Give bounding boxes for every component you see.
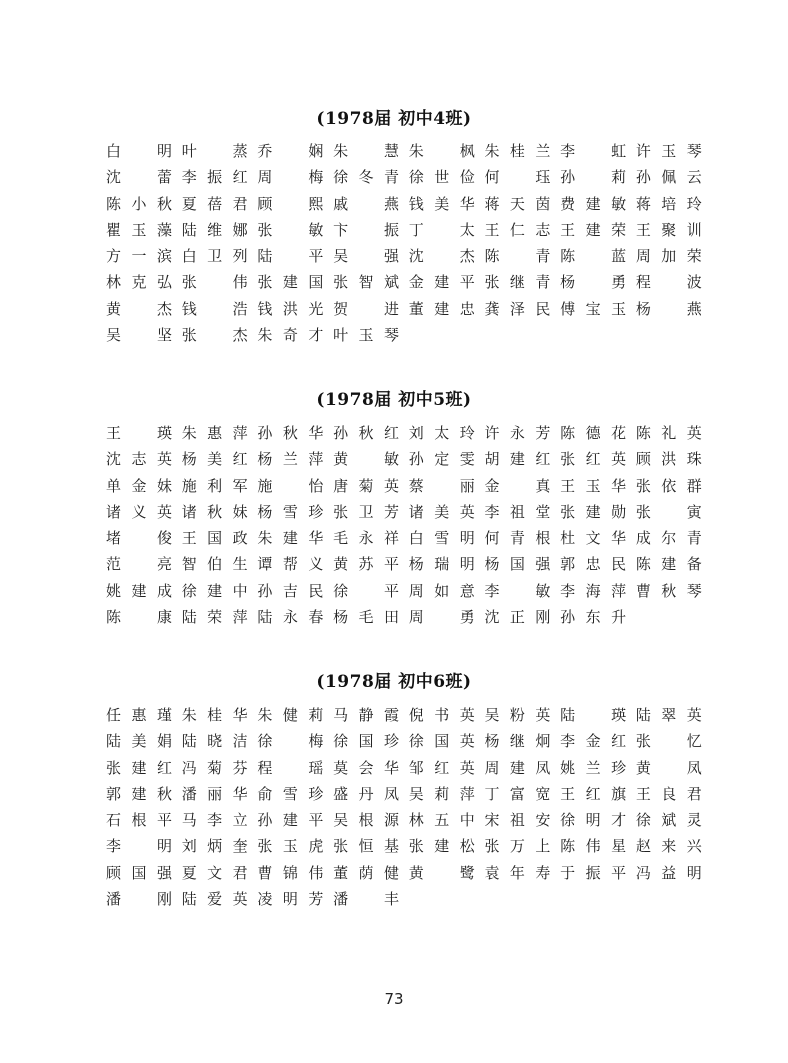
student-name: 陆永春 (257, 608, 324, 627)
student-name: 夏蓓君 (181, 194, 248, 213)
student-name: 冯菊芬 (181, 758, 248, 777)
student-name: 范 亮 (106, 555, 172, 574)
student-name: 方一滨 (106, 247, 172, 266)
student-name: 张建勋 (560, 502, 627, 521)
student-name: 程 瑶 (257, 758, 324, 777)
student-name: 瞿玉藻 (106, 220, 172, 239)
student-name: 孙东升 (560, 608, 627, 627)
student-name: 龚泽民 (484, 299, 551, 318)
student-name: 陆晓洁 (181, 732, 248, 751)
name-grid (106, 702, 712, 912)
student-name: 李祖堂 (484, 502, 551, 521)
student-name: 陈建备 (635, 555, 702, 574)
student-name: 周 梅 (257, 168, 324, 187)
page-number: 73 (384, 990, 404, 1008)
student-name: 白 明 (106, 142, 172, 160)
student-name: 叶 蒸 (181, 142, 248, 160)
student-name: 陈 青 (484, 247, 551, 266)
student-name: 唐菊英 (333, 476, 400, 495)
student-name: 乔 娴 (257, 142, 324, 160)
student-name: 倪书英 (408, 706, 475, 724)
student-name: 王聚训 (635, 220, 702, 239)
student-name: 杨美红 (181, 450, 248, 469)
student-name: 林克弘 (106, 273, 172, 292)
student-name: 陆 瑛 (560, 706, 627, 724)
student-name: 陆爱英 (181, 890, 248, 909)
student-name: 李 明 (106, 837, 172, 856)
student-name: 顾国强 (106, 863, 172, 882)
student-name: 董荫健 (333, 863, 400, 882)
student-name: 石根平 (106, 811, 172, 830)
student-name: 孙佩云 (635, 168, 702, 187)
student-name: 堵 俊 (106, 529, 172, 548)
student-name: 朱 慧 (333, 142, 400, 160)
student-name: 宋祖安 (484, 811, 551, 830)
student-name: 许玉琴 (635, 142, 702, 160)
student-name: 黄 敏 (333, 450, 400, 469)
student-name: 王 瑛 (106, 424, 172, 442)
student-name: 夏文君 (181, 863, 248, 882)
student-name: 朱建华 (257, 529, 324, 548)
student-name: 吴 坚 (106, 326, 172, 345)
student-name: 贺 进 (333, 299, 400, 318)
student-name: 杨国强 (484, 555, 551, 574)
student-name: 徐国英 (408, 732, 475, 751)
student-name: 周如意 (408, 581, 475, 600)
student-name: 杨雪珍 (257, 502, 324, 521)
student-name: 莫会华 (333, 758, 400, 777)
student-name: 吴莉萍 (408, 784, 475, 803)
student-name: 张智斌 (333, 273, 400, 292)
student-name: 马静霞 (333, 706, 400, 724)
student-name: 陈 蓝 (560, 247, 627, 266)
student-name: 俞雪珍 (257, 784, 324, 803)
student-name: 蒋天茵 (484, 194, 551, 213)
student-name: 黄 杰 (106, 299, 172, 318)
name-grid (106, 138, 712, 348)
student-name: 张 寅 (635, 502, 702, 521)
student-name: 杨毛田 (333, 608, 400, 627)
student-name: 姚建成 (106, 581, 172, 600)
student-name: 黄 鹭 (408, 863, 475, 882)
student-name: 徐斌灵 (635, 811, 702, 830)
student-name: 陆美娟 (106, 732, 172, 751)
student-name: 孙建平 (257, 811, 324, 830)
student-name: 邹红英 (408, 758, 475, 777)
student-name: 成尔青 (635, 529, 702, 548)
student-name: 金建平 (408, 273, 475, 292)
student-name: 陆 平 (257, 247, 324, 266)
student-name: 林五中 (408, 811, 475, 830)
student-name: 王仁志 (484, 220, 551, 239)
student-name: 顾洪珠 (635, 450, 702, 469)
section-title: (1978届 初中4班) (316, 109, 472, 129)
student-name: 金 真 (484, 476, 551, 495)
student-name: 郭忠民 (560, 555, 627, 574)
student-name: 张建松 (408, 837, 475, 856)
student-name: 沈 杰 (408, 247, 475, 266)
student-name: 傅宝玉 (560, 299, 627, 318)
student-name: 张 忆 (635, 732, 702, 751)
student-name: 黄苏平 (333, 555, 400, 574)
student-name: 李海萍 (560, 581, 627, 600)
student-name: 袁年寿 (484, 863, 551, 882)
student-name: 费建敏 (560, 194, 627, 213)
student-name: 谭帮义 (257, 555, 324, 574)
student-name: 卞 振 (333, 220, 400, 239)
student-name: 周 勇 (408, 608, 475, 627)
student-name: 张万上 (484, 837, 551, 856)
student-name: 张建红 (106, 758, 172, 777)
student-name: 许永芳 (484, 424, 551, 442)
student-name: 诸秋妹 (181, 502, 248, 521)
student-name: 沈 蕾 (106, 168, 172, 187)
student-name: 于振平 (560, 863, 627, 882)
student-name: 潘 刚 (106, 890, 172, 909)
student-name: 孙吉民 (257, 581, 324, 600)
student-name: 徐世俭 (408, 168, 475, 187)
student-name: 朱桂兰 (484, 142, 551, 160)
student-name: 胡建红 (484, 450, 551, 469)
student-name: 孙 莉 (560, 168, 627, 187)
student-name: 张玉虎 (257, 837, 324, 856)
student-name: 曹秋琴 (635, 581, 702, 600)
student-name: 李 虹 (560, 142, 627, 160)
student-name: 何青根 (484, 529, 551, 548)
student-name: 程 波 (635, 273, 702, 292)
student-name: 王良君 (635, 784, 702, 803)
section-title: (1978届 初中6班) (316, 672, 472, 692)
student-name: 沈志英 (106, 450, 172, 469)
student-name: 陈伟星 (560, 837, 627, 856)
student-name: 朱桂华 (181, 706, 248, 724)
student-name: 孙秋华 (257, 424, 324, 442)
student-name: 杨兰萍 (257, 450, 324, 469)
student-name: 孙定雯 (408, 450, 475, 469)
student-name: 徐建中 (181, 581, 248, 600)
student-name: 杨瑞明 (408, 555, 475, 574)
student-name: 杜文华 (560, 529, 627, 548)
student-name: 智伯生 (181, 555, 248, 574)
student-name: 姚兰珍 (560, 758, 627, 777)
student-name: 李金红 (560, 732, 627, 751)
student-name: 潘 丰 (333, 890, 400, 909)
student-name: 吴根源 (333, 811, 400, 830)
student-name: 白卫列 (181, 247, 248, 266)
student-name: 王国政 (181, 529, 248, 548)
student-name: 张 伟 (181, 273, 248, 292)
student-name: 单金妹 (106, 476, 172, 495)
student-name: 徐 梅 (257, 732, 324, 751)
student-name: 沈正刚 (484, 608, 551, 627)
student-name: 陈德花 (560, 424, 627, 442)
student-name: 施利军 (181, 476, 248, 495)
student-name: 朱奇才 (257, 326, 324, 345)
section-title: (1978届 初中5班) (316, 390, 472, 410)
student-name: 王建荣 (560, 220, 627, 239)
student-name: 诸义英 (106, 502, 172, 521)
student-name: 马李立 (181, 811, 248, 830)
student-name: 凌明芳 (257, 890, 324, 909)
student-name: 周加荣 (635, 247, 702, 266)
student-name: 张 杰 (181, 326, 248, 345)
student-name: 丁富宽 (484, 784, 551, 803)
student-name: 钱 浩 (181, 299, 248, 318)
student-name: 李振红 (181, 168, 248, 187)
student-name: 张红英 (560, 450, 627, 469)
student-name: 诸美英 (408, 502, 475, 521)
student-name: 王红旗 (560, 784, 627, 803)
name-grid (106, 420, 712, 630)
student-name: 郭建秋 (106, 784, 172, 803)
student-name: 黄 凤 (635, 758, 702, 777)
student-name: 杨 燕 (635, 299, 702, 318)
student-name: 丁 太 (408, 220, 475, 239)
student-name: 刘炳奎 (181, 837, 248, 856)
student-name: 蔡 丽 (408, 476, 475, 495)
student-name: 杨继炯 (484, 732, 551, 751)
student-name: 赵来兴 (635, 837, 702, 856)
student-name: 王玉华 (560, 476, 627, 495)
student-name: 周建凤 (484, 758, 551, 777)
student-name: 张依群 (635, 476, 702, 495)
student-name: 朱惠萍 (181, 424, 248, 442)
student-name: 孙秋红 (333, 424, 400, 442)
student-name: 钱洪光 (257, 299, 324, 318)
student-name: 白雪明 (408, 529, 475, 548)
student-name: 张 敏 (257, 220, 324, 239)
student-name: 陈 康 (106, 608, 172, 627)
student-name: 吴粉英 (484, 706, 551, 724)
student-name: 朱健莉 (257, 706, 324, 724)
student-name: 陆翠英 (635, 706, 702, 724)
student-name: 潘丽华 (181, 784, 248, 803)
student-name: 蒋培玲 (635, 194, 702, 213)
student-name: 李 敏 (484, 581, 551, 600)
student-name: 徐国珍 (333, 732, 400, 751)
student-name: 陆荣萍 (181, 608, 248, 627)
student-name: 杨 勇 (560, 273, 627, 292)
student-name: 何 珏 (484, 168, 551, 187)
student-name: 毛永祥 (333, 529, 400, 548)
student-name: 董建忠 (408, 299, 475, 318)
student-name: 张建国 (257, 273, 324, 292)
student-name: 任惠瑾 (106, 706, 172, 724)
student-name: 陈礼英 (635, 424, 702, 442)
student-name: 叶玉琴 (333, 326, 400, 345)
student-name: 曹锦伟 (257, 863, 324, 882)
student-name: 徐 平 (333, 581, 400, 600)
student-name: 陆维娜 (181, 220, 248, 239)
student-name: 冯益明 (635, 863, 702, 882)
student-name: 施 怡 (257, 476, 324, 495)
student-name: 陈小秋 (106, 194, 172, 213)
student-name: 徐冬青 (333, 168, 400, 187)
student-name: 徐明才 (560, 811, 627, 830)
student-name: 张恒基 (333, 837, 400, 856)
student-name: 顾 熙 (257, 194, 324, 213)
student-name: 张卫芳 (333, 502, 400, 521)
student-name: 戚 燕 (333, 194, 400, 213)
student-name: 吴 强 (333, 247, 400, 266)
student-name: 刘太玲 (408, 424, 475, 442)
student-name: 张继青 (484, 273, 551, 292)
student-name: 盛丹凤 (333, 784, 400, 803)
student-name: 朱 枫 (408, 142, 475, 160)
student-name: 钱美华 (408, 194, 475, 213)
